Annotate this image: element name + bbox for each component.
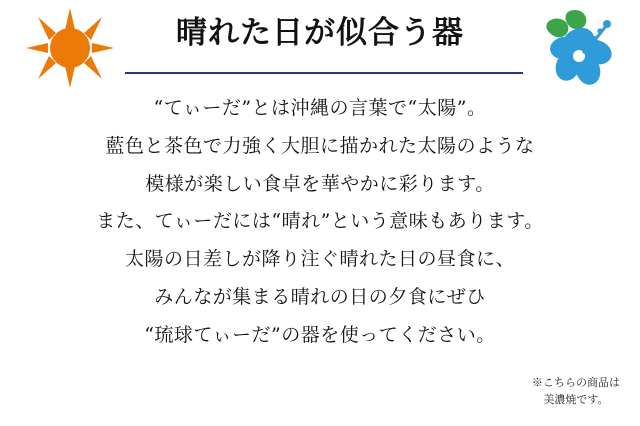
banner-header bbox=[0, 0, 640, 92]
page-title bbox=[120, 14, 520, 53]
description-text bbox=[0, 92, 640, 357]
description-line: また、てぃーだには“晴れ”という意味もあります。 bbox=[96, 210, 544, 233]
title-divider bbox=[125, 72, 523, 74]
description-line: みんなが集まる晴れの日の夕食にぜひ bbox=[154, 286, 486, 309]
description-line: 太陽の日差しが降り注ぐ晴れた日の昼食に、 bbox=[124, 248, 515, 271]
page-title-text: 晴れた日が似合う器 bbox=[176, 15, 464, 51]
footnote bbox=[522, 375, 630, 408]
sun-icon bbox=[22, 8, 118, 88]
description-line: “琉球てぃーだ”の器を使ってください。 bbox=[144, 323, 496, 346]
hibiscus-flower-icon bbox=[528, 6, 622, 88]
footnote-line-2: 美濃焼です。 bbox=[543, 392, 609, 406]
description-line: “てぃーだ”とは沖縄の言葉で“太陽”。 bbox=[153, 97, 487, 119]
description-line: 模様が楽しい食卓を華やかに彩ります。 bbox=[145, 172, 495, 195]
footnote-line-1: ※こちらの商品は bbox=[532, 376, 620, 389]
description-line: 藍色と茶色で力強く大胆に描かれた太陽のような bbox=[105, 134, 535, 157]
